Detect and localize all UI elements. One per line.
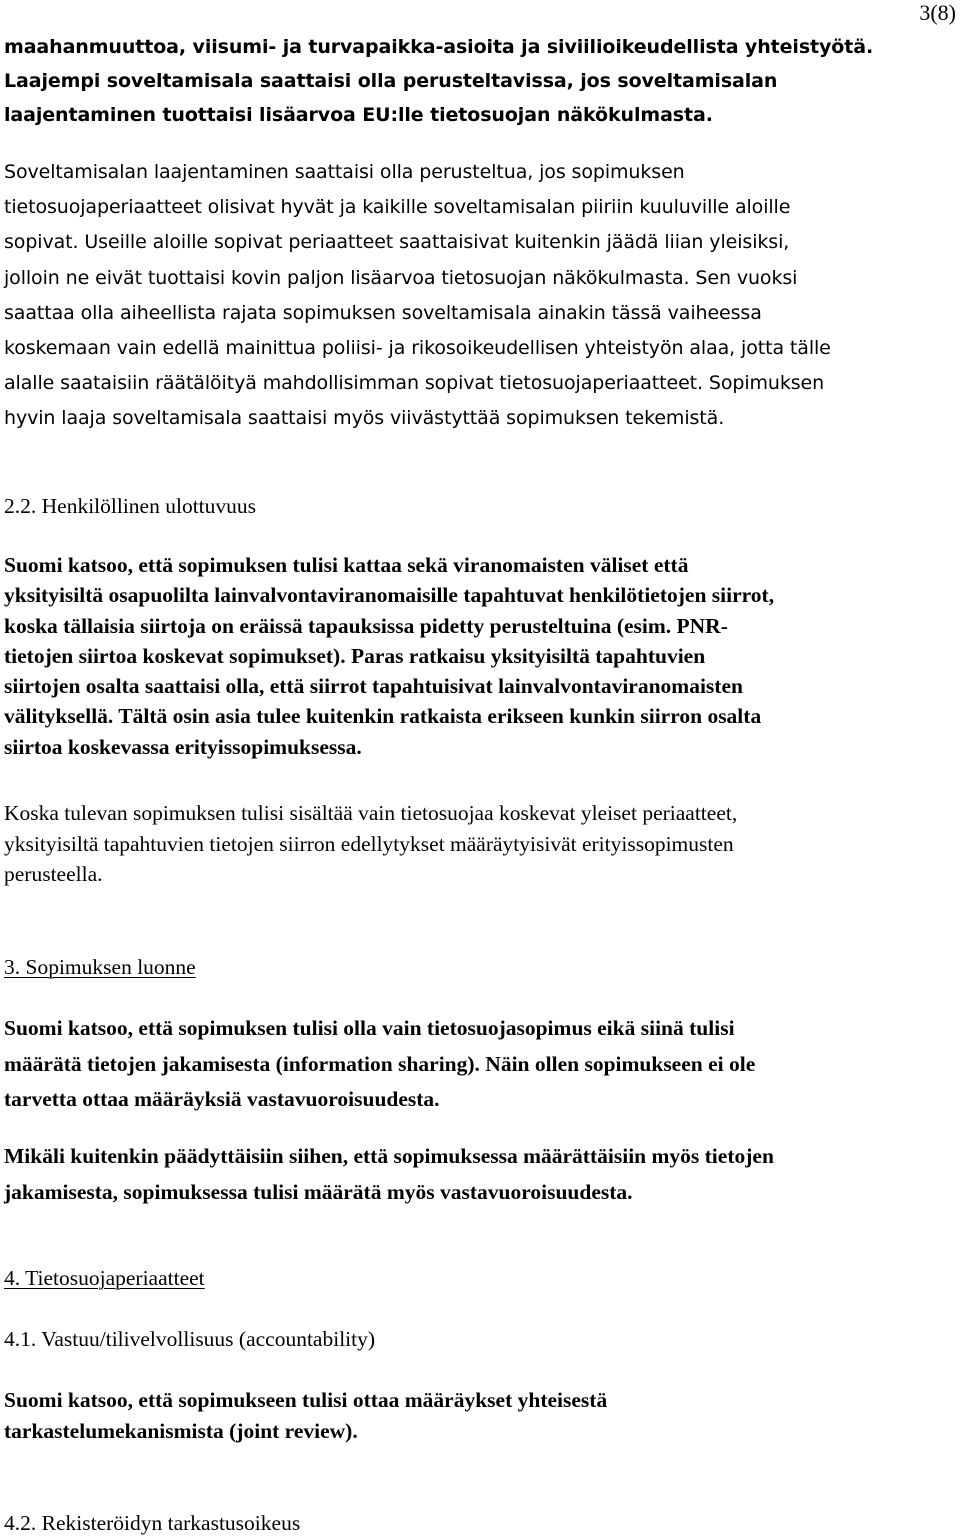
text-line: maahanmuuttoa, viisumi- ja turvapaikka-asioita ja siviilioikeudellista yhteistyötä. <box>4 36 874 58</box>
section-3-heading-text: 3. Sopimuksen luonne <box>4 955 196 979</box>
section-4-heading-text: 4. Tietosuojaperiaatteet <box>4 1266 205 1290</box>
intro-paragraph <box>4 30 960 132</box>
text-line: Laajempi soveltamisala saattaisi olla perusteltavissa, jos soveltamisalan <box>4 70 778 92</box>
text-line: tietojen siirtoa koskevat sopimukset). Paras ratkaisu yksityisiltä tapahtuvien <box>4 643 706 668</box>
section-4-2-heading: 4.2. Rekisteröidyn tarkastusoikeus <box>4 1511 301 1535</box>
text-line: laajentaminen tuottaisi lisäarvoa EU:lle tietosuojan näkökulmasta. <box>4 104 713 126</box>
text-line: koska tällaisia siirtoja on eräissä tapauksissa pidetty perusteltuina (esim. PNR- <box>4 613 728 638</box>
section-2-2-heading: 2.2. Henkilöllinen ulottuvuus <box>4 494 257 518</box>
section-4-heading <box>4 1263 960 1293</box>
text-line: Koska tulevan sopimuksen tulisi sisältää vain tietosuojaa koskevat yleiset periaatteet, <box>4 801 738 825</box>
text-line: siirtoa koskevassa erityissopimuksessa. <box>4 734 362 759</box>
text-line: tietosuojaperiaatteet olisivat hyvät ja kaikille soveltamisalan piiriin kuuluville aloille <box>4 196 791 219</box>
text-line: alalle saataisiin räätälöityä mahdollisimman sopivat tietosuojaperiaatteet. Sopimuksen <box>4 372 825 395</box>
scope-paragraph <box>4 155 960 437</box>
text-line: määrätä tietojen jakamisesta (information sharing). Näin ollen sopimukseen ei ole <box>4 1051 756 1076</box>
section-4-1-heading: 4.1. Vastuu/tilivelvollisuus (accountability) <box>4 1327 376 1351</box>
text-line: sopivat. Useille aloille sopivat periaatteet saattaisivat kuitenkin jäädä liian yleisiksi, <box>4 231 790 254</box>
text-line: Soveltamisalan laajentaminen saattaisi olla perusteltua, jos sopimuksen <box>4 161 685 183</box>
text-line: koskemaan vain edellä mainittua poliisi- ja rikosoikeudellisen yhteistyön alaa, jotta tälle <box>4 337 831 360</box>
page-number: 3(8) <box>919 0 956 25</box>
text-line: Suomi katsoo, että sopimukseen tulisi ottaa määräykset yhteisestä <box>4 1388 608 1412</box>
text-line: jolloin ne eivät tuottaisi kovin paljon lisäarvoa tietosuojan näkökulmasta. Sen vuoksi <box>4 266 798 289</box>
text-line: yksityisiltä tapahtuvien tietojen siirron edellytykset määräytyisivät erityissopimusten <box>4 831 734 856</box>
section-2-2-explanation <box>4 798 960 890</box>
section-4-1-position <box>4 1385 960 1446</box>
text-line: perusteella. <box>4 862 103 886</box>
text-line: saattaa olla aiheellista rajata sopimuksen soveltamisala ainakin tässä vaiheessa <box>4 301 762 324</box>
text-line: Mikäli kuitenkin päädyttäisiin siihen, että sopimuksessa määrättäisiin myös tietojen <box>4 1144 774 1168</box>
text-line: hyvin laaja soveltamisala saattaisi myös viivästyttää sopimuksen tekemistä. <box>4 407 725 430</box>
text-line: Suomi katsoo, että sopimuksen tulisi olla vain tietosuojasopimus eikä siinä tulisi <box>4 1016 735 1040</box>
section-2-2-position <box>4 550 960 762</box>
text-line: yksityisiltä osapuolilta lainvalvontaviranomaisille tapahtuvat henkilötietojen siirrot, <box>4 583 775 608</box>
text-line: tarvetta ottaa määräyksiä vastavuoroisuudesta. <box>4 1087 440 1111</box>
text-line: välityksellä. Tältä osin asia tulee kuitenkin ratkaista erikseen kunkin siirron osalta <box>4 704 762 729</box>
section-3-alternative <box>4 1138 960 1210</box>
text-line: jakamisesta, sopimuksessa tulisi määrätä myös vastavuoroisuudesta. <box>4 1180 633 1204</box>
section-3-position <box>4 1011 960 1118</box>
text-line: siirtojen osalta saattaisi olla, että siirrot tapahtuisivat lainvalvontaviranomaisten <box>4 674 743 699</box>
section-3-heading <box>4 952 960 982</box>
text-line: tarkastelumekanismista (joint review). <box>4 1418 358 1443</box>
text-line: Suomi katsoo, että sopimuksen tulisi kattaa sekä viranomaisten väliset että <box>4 553 689 577</box>
